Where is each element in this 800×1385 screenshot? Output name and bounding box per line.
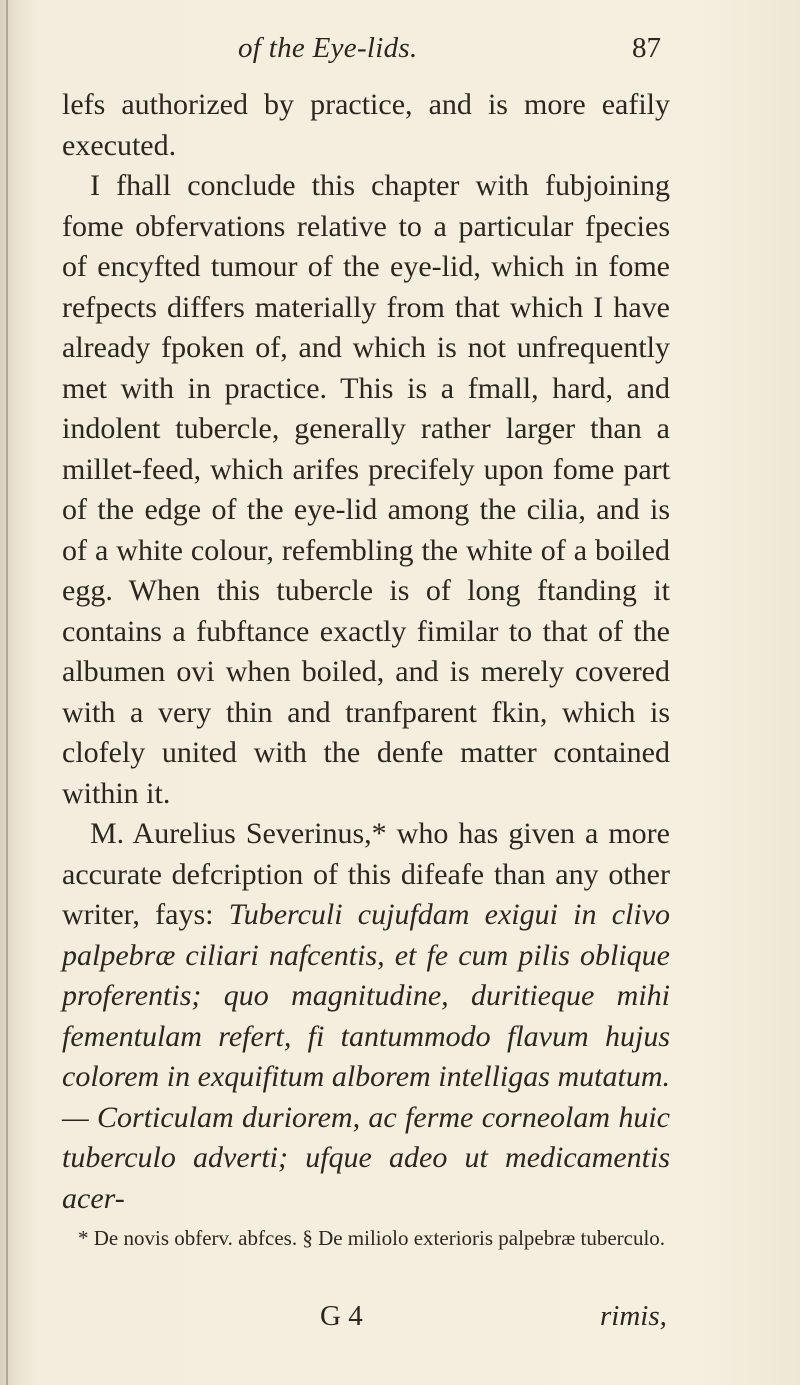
footnote-text: * De novis obferv. abfces. § De miliolo exterioris palpebræ tuberculo.: [78, 1226, 666, 1250]
page-header: [0, 32, 800, 72]
page-footer: [0, 1300, 800, 1340]
binding-gutter: [6, 0, 8, 1385]
signature-mark: G 4: [320, 1300, 363, 1332]
paragraph-continuation: lefs authorized by practice, and is more eafily executed.: [62, 88, 670, 162]
paragraph-encysted-tumour: I fhall conclude this chapter with fubjoining fome obfervations relative to a particular fpecies of encyfted tumour of the eye-lid, which in fome refpects differs materially from that which I have already fpoken of, and which is not unfrequently met with in practice. This is a fmall, hard, and indolent tubercle, generally rather larger than a millet-feed, which arifes precifely upon fome part of the edge of the eye-lid among the cilia, and is of a white colour, refembling the white of a boiled egg. When this tubercle is of long ftanding it contains a fubftance exactly fimilar to that of the albumen ovi when boiled, and is merely covered with a very thin and tranfparent fkin, which is clofely united with the denfe matter contained within it.: [62, 169, 670, 810]
body-text: [62, 85, 670, 1219]
catchword: rimis,: [600, 1300, 667, 1332]
paragraph-severinus: [62, 814, 670, 1219]
running-title: of the Eye-lids.: [238, 32, 418, 64]
severinus-intro: M. Aurelius Severinus,* who has given a more accurate defcription of this difeafe than any other writer, fays:: [62, 817, 670, 931]
latin-quotation: Tuberculi cujufdam exigui in clivo palpebræ ciliari nafcentis, et fe cum pilis oblique proferentis; quo magnitudine, duritieque mihi fementulam refert, fi tantummodo flavum hujus colorem in exquifitum alborem intelligas mutatum.— Corticulam duriorem, ac ferme corneolam huic tuberculo adverti; ufque adeo ut medicamentis acer-: [62, 898, 671, 1215]
footnote: [62, 1225, 670, 1252]
page-number: 87: [632, 32, 661, 64]
